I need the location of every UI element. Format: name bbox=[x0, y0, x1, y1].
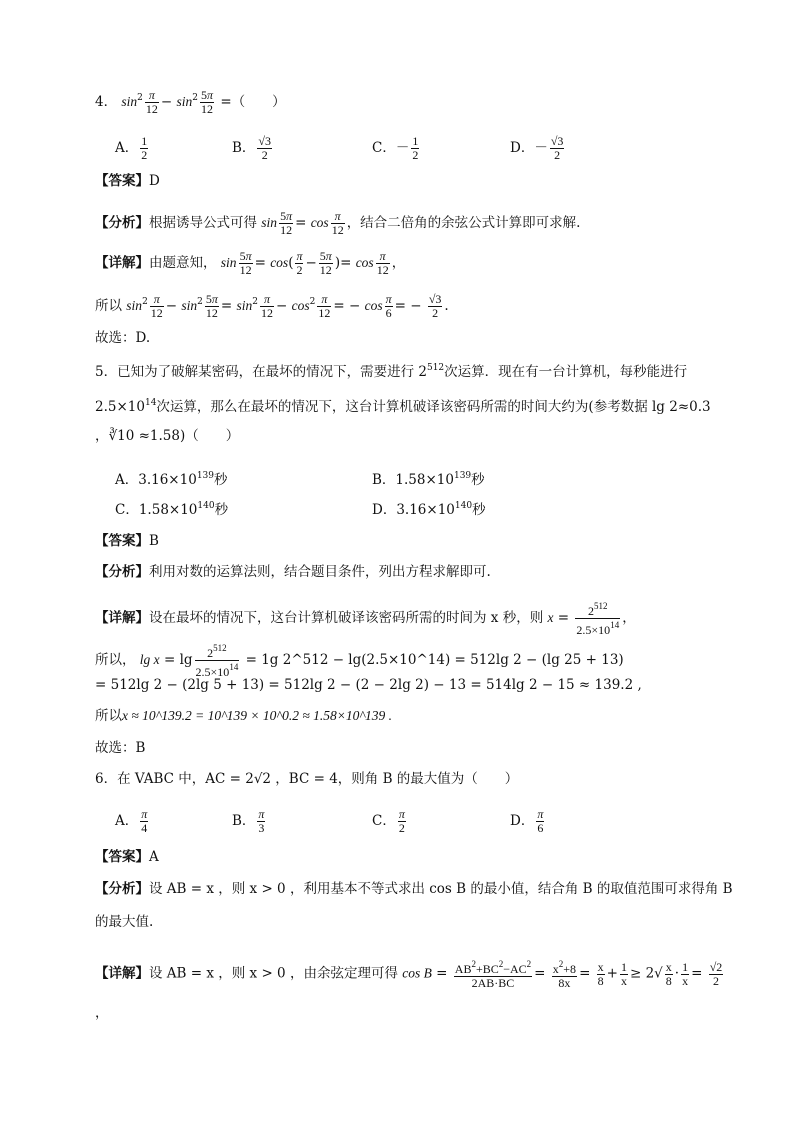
q6-analysis: 【分析】设 AB = x ，则 x > 0 ，利用基本不等式求出 cos B 的最小值，结合角 B 的取值范围可求得角 B bbox=[95, 881, 733, 897]
q4-stem: 4． $\sin^2$ $\frac{\pi}{12}$ − $\sin^2$ $\frac{5\pi}{12}$ =（ ） bbox=[95, 88, 286, 116]
q6-option-a: A． $\frac{\pi}{4}$ bbox=[115, 807, 148, 835]
q5-stem-line2: $2.5\times 10^{14}$次运算，那么在最坏的情况下，这台计算机破译该密码所需的时间大约为(参考数据 lg 2≈0.3 bbox=[95, 398, 711, 415]
q5-option-b: B．$1.58\times 10^{139}$秒 bbox=[372, 471, 485, 488]
q4-answer: 【答案】D bbox=[95, 173, 160, 189]
q5-option-a: A．$3.16\times 10^{139}$秒 bbox=[115, 471, 228, 488]
q5-option-c: C．$1.58\times 10^{140}$秒 bbox=[115, 501, 229, 518]
q5-detail-line3: = 512lg 2 − (2lg 5 + 13) = 512lg 2 − (2 − 2lg 2) − 13 = 514lg 2 − 15 ≈ 139.2 , bbox=[95, 677, 642, 693]
q6-detail: 【详解】设 AB = x ，则 x > 0 ，由余弦定理可得 cos B = $\frac{AB^2+BC^2-AC^2}{2AB\cdot BC}$ = $\frac{x^2+8}{8x}$ = $\frac{x}{8}$ + $\frac{1}{x}$ ≥ 2√ $\frac{x}{8}$ · $\frac{1}{x}$ = $\frac{√2}{2}$ bbox=[95, 959, 723, 990]
q6-analysis-line2: 的最大值. bbox=[95, 914, 154, 930]
q5-answer: 【答案】B bbox=[95, 533, 159, 549]
q5-analysis: 【分析】利用对数的运算法则，结合题目条件，列出方程求解即可. bbox=[95, 564, 491, 580]
q6-option-b: B． $\frac{\pi}{3}$ bbox=[232, 807, 265, 835]
q5-detail-line2: 所以， lg x = lg $\frac{2^{512}}{2.5\times 10^{14}}$ = 1g 2^512 − lg(2.5×10^14) = 512lg 2 − (lg 25 + 13) bbox=[95, 643, 624, 679]
q4-detail-line2: 所以 $\sin^2$ $\frac{\pi}{12}$ − $\sin^2$ $\frac{5\pi}{12}$ = $\sin^2$ $\frac{\pi}{12}$ − $\cos^2$ $\frac{\pi}{12}$ = − cos $\frac{\pi}{6}$ = − $\frac{√3}{2}$ . bbox=[95, 292, 449, 320]
q6-stem: 6．在 VABC 中，AC = 2√2 ，BC = 4，则角 B 的最大值为（ ） bbox=[95, 771, 519, 787]
q5-detail: 【详解】设在最坏的情况下，这台计算机破译该密码所需的时间为 x 秒，则 x = $\frac{2^{512}}{2.5\times 10^{14}}$ ， bbox=[95, 601, 636, 637]
q4-number: 4． bbox=[95, 94, 118, 110]
q4-option-a: A． $\frac{1}{2}$ bbox=[115, 134, 148, 162]
q5-stem-line1: 5．已知为了破解某密码，在最坏的情况下，需要进行 $2^{512}$次运算．现在有一台计算机，每秒能进行 bbox=[95, 363, 688, 380]
q6-option-c: C． $\frac{\pi}{2}$ bbox=[372, 807, 405, 835]
q4-option-b: B． $\frac{√3}{2}$ bbox=[232, 134, 272, 162]
q6-option-d: D． $\frac{\pi}{6}$ bbox=[510, 807, 544, 835]
q4-choose: 故选：D. bbox=[95, 330, 151, 346]
q6-trailing: ， bbox=[95, 1005, 109, 1021]
q4-stem-suffix: =（ ） bbox=[220, 94, 286, 110]
q5-stem-line3: ，∛10 ≈1.58)（ ） bbox=[95, 428, 240, 444]
q4-detail: 【详解】由题意知， sin $\frac{5\pi}{12}$ = cos( $\frac{\pi}{2}$ − $\frac{5\pi}{12}$ )= cos $\frac{\pi}{12}$ ， bbox=[95, 249, 406, 277]
q4-option-c: C．－ $\frac{1}{2}$ bbox=[372, 134, 419, 162]
q4-analysis: 【分析】根据诱导公式可得 sin $\frac{5\pi}{12}$ = cos $\frac{\pi}{12}$ ，结合二倍角的余弦公式计算即可求解. bbox=[95, 209, 581, 237]
q6-answer: 【答案】A bbox=[95, 849, 159, 865]
q5-choose: 故选：B bbox=[95, 740, 146, 756]
q4-option-d: D．－ $\frac{√3}{2}$ bbox=[510, 134, 564, 162]
q5-detail-line4: 所以x ≈ 10^139.2 = 10^139 × 10^0.2 ≈ 1.58×10^139 . bbox=[95, 708, 393, 724]
q5-option-d: D．$3.16\times 10^{140}$秒 bbox=[372, 501, 486, 518]
